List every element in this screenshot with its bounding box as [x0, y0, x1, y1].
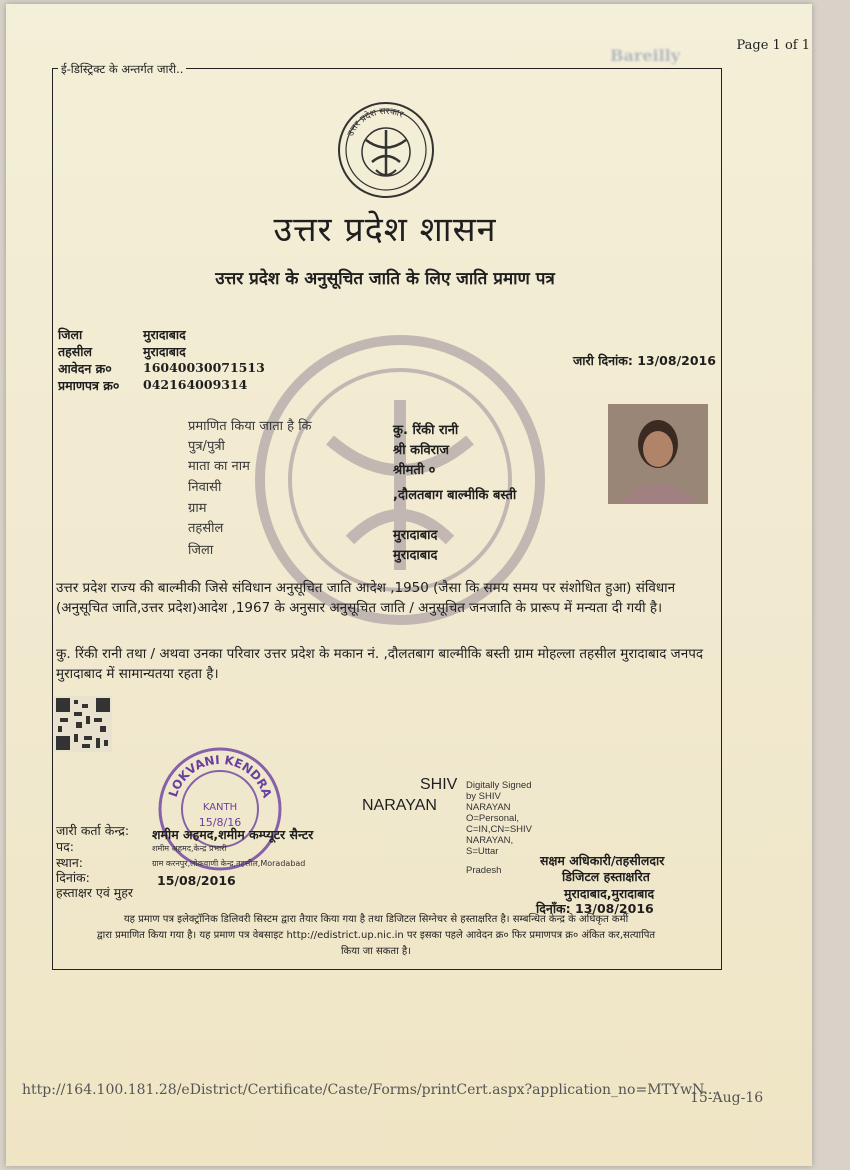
- post-value: शमीम अहमद,केन्द्र प्रभारी: [152, 844, 227, 853]
- relation-label: पुत्र/पुत्री: [188, 439, 225, 454]
- issuing-center-label: जारी कर्ता केन्द्र:: [56, 823, 130, 838]
- district-label: जिला: [58, 327, 83, 342]
- issuer-date-label: दिनांक:: [56, 870, 90, 885]
- certificate-label: प्रमाणपत्र क्र०: [58, 378, 120, 393]
- person-district-value: मुरादाबाद: [393, 548, 438, 563]
- application-label: आवेदन क्र०: [58, 361, 112, 376]
- lokvani-seal: [155, 744, 285, 874]
- issued-under-label: ई-डिस्ट्रिक्ट के अन्तर्गत जारी..: [58, 62, 186, 77]
- qr-code: [54, 696, 112, 752]
- seal-date: 15/8/16: [198, 816, 242, 829]
- verification-note: यह प्रमाण पत्र इलेक्ट्रॉनिक डिलिवरी सिस्टम द्वारा तैयार किया गया है तथा डिजिटल सिग्नेचर से हस्ताक्षरित है। सम्बन्धित केन्द्र के अधिकृत कर्मी द्वारा प्रमाणित किया गया है। यह प्रमाण पत्र वेबसाइट http://edistrict.up.nic.in पर इसका पहले आवेदन क्र० फिर प्रमाणपत्र क्र० अंकित कर,सत्यापित किया जा सकता है।: [96, 914, 656, 957]
- residence-paragraph: कु. रिंकी रानी तथा / अथवा उनका परिवार उत्तर प्रदेश के मकान नं. ,दौलतबाग बाल्मीकि बस्ती ग्राम मोहल्ला तहसील मुरादाबाद जनपद मुरादाबाद में सामान्यतया रहता है।: [56, 646, 704, 682]
- father-name: श्री कविराज: [393, 443, 450, 458]
- certificate-subtitle: उत्तर प्रदेश के अनुसूचित जाति के लिए जाति प्रमाण पत्र: [215, 269, 555, 289]
- signature-seal-label: हस्ताक्षर एवं मुहर: [56, 885, 133, 900]
- seal-inner-text: KANTH: [202, 802, 238, 813]
- certify-label: प्रमाणित किया जाता है कि: [188, 419, 312, 434]
- post-label: पद:: [56, 839, 74, 854]
- applicant-photo: [608, 404, 708, 504]
- emblem-ring-text: [336, 100, 436, 200]
- print-date: 15-Aug-16: [690, 1090, 764, 1106]
- page-number: Page 1 of 1: [736, 38, 810, 53]
- signer-last-name: NARAYAN: [362, 797, 437, 814]
- resident-value: ,दौलतबाग बाल्मीकि बस्ती: [393, 488, 517, 503]
- svg-text:LOKVANI KENDRA: LOKVANI KENDRA: [165, 752, 275, 800]
- certificate-title: उत्तर प्रदेश शासन: [273, 210, 497, 250]
- print-url: http://164.100.181.28/eDistrict/Certificate/Caste/Forms/printCert.aspx?application_no=MTYwN...: [22, 1082, 717, 1098]
- digital-signature-meta: Digitally Signed by SHIV NARAYAN O=Personal, C=IN,CN=SHIV NARAYAN, S=Uttar Pradesh: [466, 780, 532, 876]
- issuer-date-value: 15/08/2016: [157, 873, 236, 888]
- application-number: 16040030071513: [143, 360, 265, 375]
- mother-label: माता का नाम: [188, 459, 250, 474]
- mother-name: श्रीमती ०: [393, 463, 436, 478]
- authority-digital-signed: डिजिटल हस्ताक्षरित: [562, 869, 650, 884]
- authority-role: सक्षम अधिकारी/तहसीलदार: [540, 853, 665, 868]
- tehsil-label: तहसील: [58, 344, 92, 359]
- person-tehsil-value: मुरादाबाद: [393, 528, 438, 543]
- person-district-label: जिला: [188, 543, 214, 558]
- village-label: ग्राम: [188, 501, 207, 516]
- district-value: मुरादाबाद: [143, 327, 186, 342]
- resident-label: निवासी: [188, 480, 222, 495]
- tehsil-value: मुरादाबाद: [143, 344, 186, 359]
- issuing-center-value: शमीम अहमद,शमीम कम्प्यूटर सैन्टर: [152, 827, 314, 842]
- certificate-number: 042164009314: [143, 377, 248, 392]
- issue-date: जारी दिनांक: 13/08/2016: [573, 353, 716, 368]
- corner-stamp-text: Bareilly: [610, 46, 681, 65]
- svg-text:उत्तर प्रदेश सरकार: उत्तर प्रदेश सरकार: [346, 106, 405, 139]
- signer-first-name: SHIV: [420, 776, 458, 793]
- authority-date: दिनाँक: 13/08/2016: [536, 901, 654, 916]
- place-value: ग्राम करनपुर,लोकवाणी केन्द्र,तहसील,Moradabad: [152, 859, 306, 868]
- place-label: स्थान:: [56, 855, 83, 870]
- person-tehsil-label: तहसील: [188, 521, 224, 536]
- person-name: कु. रिंकी रानी: [393, 423, 459, 438]
- authority-location: मुरादाबाद,मुरादाबाद: [564, 886, 655, 901]
- caste-paragraph: उत्तर प्रदेश राज्य की बाल्मीकी जिसे संविधान अनुसूचित जाति आदेश ,1950 (जैसा कि समय समय पर संशोधित हुआ) संविधान (अनुसूचित जाति,उत्तर प्रदेश)आदेश ,1967 के अनुसार अनुसूचित जाति / अनुसूचित जनजाति के प्रारूप में मन्यता दी गयी है।: [56, 580, 676, 616]
